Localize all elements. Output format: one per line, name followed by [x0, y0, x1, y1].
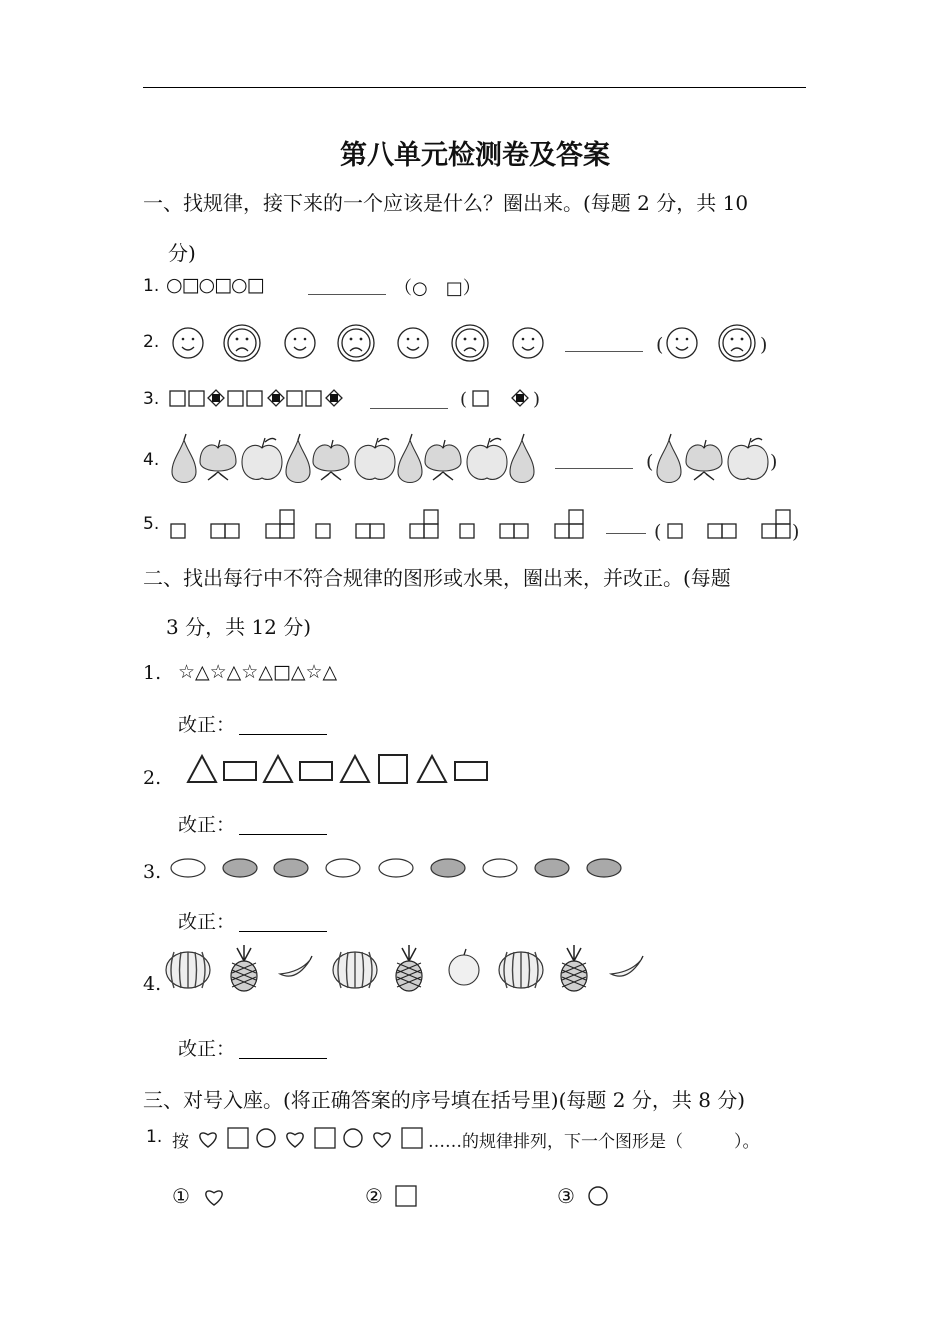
block-pattern-icon [410, 510, 438, 538]
p1-q2-number: 2. [143, 332, 160, 352]
part2-heading-cont: 3 分，共 12 分) [166, 615, 312, 639]
sad-face-icon [224, 325, 260, 361]
p2-q1-fix [178, 710, 327, 737]
white-oval-shape [326, 859, 360, 877]
p1-q1-options[interactable]: （○ □） [394, 278, 481, 299]
p3-q1-number: 1. [146, 1127, 163, 1147]
p1-q3-answer-blank[interactable] [370, 408, 448, 409]
fix-label: 改正： [178, 814, 236, 836]
block-pattern-icon [460, 524, 474, 538]
square-shape [228, 1128, 248, 1148]
sad-face-icon [719, 325, 755, 361]
fix-blank[interactable] [239, 1058, 327, 1059]
p3-q1-suffix: ……的规律排列，下一个图形是（ ）。 [428, 1132, 760, 1152]
watermelon-icon [333, 952, 377, 988]
block-pattern-icon [555, 510, 583, 538]
fix-blank[interactable] [239, 931, 327, 932]
circle-shape [589, 1187, 607, 1205]
svg-text:): ) [760, 334, 768, 356]
p1-q5-number: 5. [143, 514, 160, 534]
p1-q4-answer-blank[interactable] [555, 468, 633, 469]
p2-q2-fix [178, 810, 327, 837]
p2-q1-sequence[interactable]: ☆△☆△☆△□△☆△ [178, 661, 338, 683]
pineapple-icon [561, 945, 587, 991]
fix-blank[interactable] [239, 734, 327, 735]
watermelon-icon [166, 952, 210, 988]
peach-icon [425, 440, 461, 480]
pineapple-icon [396, 945, 422, 991]
p2-q4-fix [178, 1034, 327, 1061]
peach-icon [686, 440, 722, 480]
pear-icon [657, 434, 681, 483]
smiley-face-icon [667, 328, 697, 358]
triangle-shape [188, 756, 216, 782]
peach-icon [313, 440, 349, 480]
p2-q2-number: 2. [143, 767, 162, 789]
fix-label: 改正： [178, 1038, 236, 1060]
apple-icon [355, 438, 395, 479]
white-oval-shape [483, 859, 517, 877]
triangle-shape [418, 756, 446, 782]
rectangle-shape [224, 762, 256, 780]
svg-text:): ) [770, 451, 778, 473]
pineapple-icon [231, 945, 257, 991]
p1-q3-number: 3. [143, 389, 160, 409]
diamond-square-icon [326, 390, 342, 406]
p2-q1-number: 1. [143, 662, 162, 684]
heart-icon [374, 1133, 390, 1147]
square-shape [287, 391, 302, 406]
apple-icon [728, 438, 768, 479]
diamond-square-icon [512, 390, 528, 406]
banana-icon [280, 956, 312, 976]
triangle-shape [264, 756, 292, 782]
page-title: 第八单元检测卷及答案 [340, 140, 610, 171]
square-shape [247, 391, 262, 406]
p2-q3-fix [178, 907, 327, 934]
gray-oval-shape [587, 859, 621, 877]
gray-oval-shape [535, 859, 569, 877]
sad-face-icon [452, 325, 488, 361]
apple-icon [449, 949, 479, 985]
pear-icon [510, 434, 534, 483]
diamond-square-icon [208, 390, 224, 406]
svg-text:(: ( [460, 389, 468, 410]
sad-face-icon [338, 325, 374, 361]
block-pattern-icon [171, 524, 185, 538]
part1-heading-cont: 分) [168, 241, 196, 265]
square-shape [402, 1128, 422, 1148]
white-oval-shape [379, 859, 413, 877]
block-pattern-icon [500, 524, 528, 538]
p3-option1-label[interactable]: ① [172, 1184, 190, 1208]
smiley-face-icon [173, 328, 203, 358]
diamond-square-icon [268, 390, 284, 406]
apple-icon [467, 438, 507, 479]
fix-label: 改正： [178, 714, 236, 736]
svg-text:(: ( [646, 451, 654, 473]
p1-q1-number: 1. [143, 276, 160, 296]
gray-oval-shape [274, 859, 308, 877]
square-shape [473, 391, 488, 406]
fix-label: 改正： [178, 911, 236, 933]
part1-heading: 一、找规律，接下来的一个应该是什么？圈出来。(每题 2 分，共 10 [143, 191, 749, 215]
banana-icon [611, 956, 643, 976]
block-pattern-icon [708, 524, 736, 538]
block-pattern-icon [316, 524, 330, 538]
heart-icon [287, 1133, 303, 1147]
pear-icon [172, 434, 196, 483]
apple-icon [242, 438, 282, 479]
pear-icon [398, 434, 422, 483]
svg-text:(: ( [656, 334, 664, 356]
pear-icon [286, 434, 310, 483]
fix-blank[interactable] [239, 834, 327, 835]
watermelon-icon [499, 952, 543, 988]
peach-icon [200, 440, 236, 480]
gray-oval-shape [223, 859, 257, 877]
p1-q1-sequence: ○□○□○□ [166, 274, 264, 296]
heart-icon [206, 1191, 222, 1205]
p2-q4-number: 4. [143, 973, 162, 995]
p1-q5-answer-blank[interactable] [606, 533, 646, 534]
block-pattern-icon [668, 524, 682, 538]
heart-icon [200, 1133, 216, 1147]
circle-shape [257, 1129, 275, 1147]
triangle-shape [341, 756, 369, 782]
rectangle-shape [300, 762, 332, 780]
square-shape [228, 391, 243, 406]
smiley-face-icon [398, 328, 428, 358]
square-shape [170, 391, 185, 406]
smiley-face-icon [285, 328, 315, 358]
block-pattern-icon [211, 524, 239, 538]
p3-q1-prefix: 按 [172, 1132, 189, 1152]
white-oval-shape [171, 859, 205, 877]
square-shape [315, 1128, 335, 1148]
p3-option3-label[interactable]: ③ [557, 1184, 575, 1208]
p1-q2-answer-blank[interactable] [565, 351, 643, 352]
p1-q4-number: 4. [143, 450, 160, 470]
block-pattern-icon [266, 510, 294, 538]
part3-heading: 三、对号入座。(将正确答案的序号填在括号里)(每题 2 分，共 8 分) [143, 1088, 746, 1112]
square-shape [189, 391, 204, 406]
p2-q3-number: 3. [143, 861, 162, 883]
block-pattern-icon [356, 524, 384, 538]
rectangle-shape [379, 755, 407, 783]
p3-option2-label[interactable]: ② [365, 1184, 383, 1208]
square-shape [396, 1186, 416, 1206]
svg-text:(: ( [654, 521, 662, 543]
gray-oval-shape [431, 859, 465, 877]
block-pattern-icon [762, 510, 790, 538]
rectangle-shape [455, 762, 487, 780]
svg-text:): ) [533, 389, 541, 410]
square-shape [306, 391, 321, 406]
part2-heading: 二、找出每行中不符合规律的图形或水果，圈出来，并改正。(每题 [143, 566, 731, 590]
smiley-face-icon [513, 328, 543, 358]
circle-shape [344, 1129, 362, 1147]
svg-text:): ) [792, 521, 800, 543]
